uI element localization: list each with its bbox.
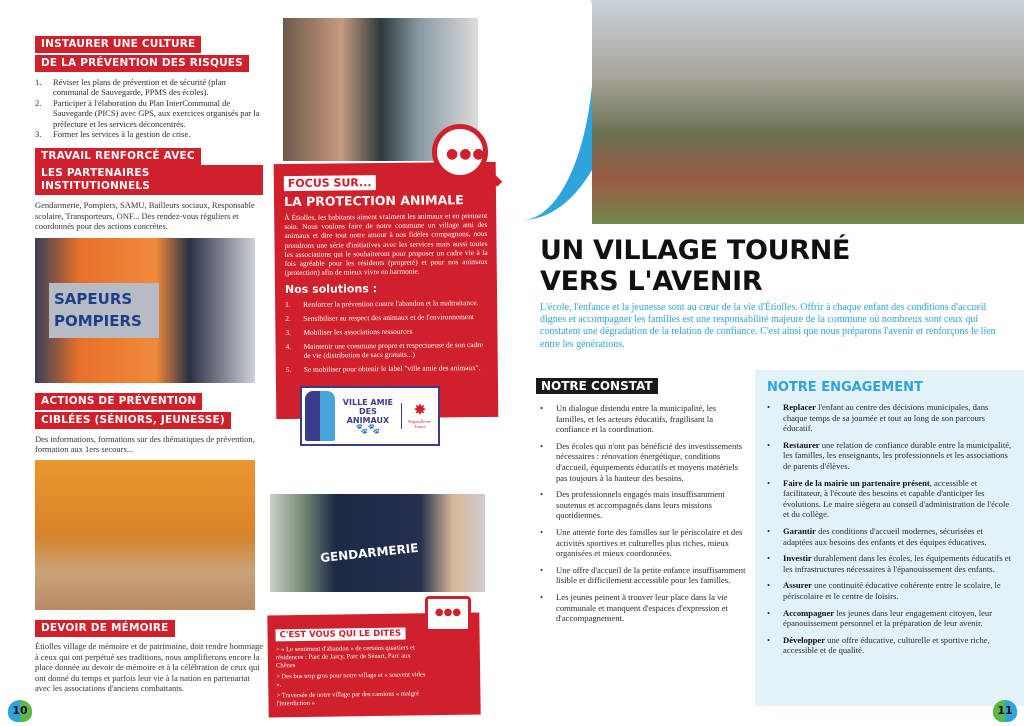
item-keyword: Accompagner bbox=[783, 607, 835, 618]
focus-column bbox=[275, 163, 497, 446]
item-text: Les jeunes peinent à trouver leur place dans la vie communale et manquent d'espaces d'expression et d'accompagnement. bbox=[556, 591, 728, 624]
list-item bbox=[540, 592, 748, 624]
item-number: 5. bbox=[285, 365, 292, 375]
item-keyword: Investir bbox=[783, 553, 812, 564]
bullet-icon: • bbox=[540, 440, 544, 451]
photo-caption: SAPEURS POMPIERS bbox=[49, 283, 159, 338]
item-text: , accessible et facilitateur, à l'écoute des besoins et capable d'anticiper les évolutions. Le maire siègera au conseil d'administration de l'école et du collège. bbox=[783, 477, 1010, 520]
section-text: Des informations, formations sur des thématiques de prévention, formation aux 1ers secours... bbox=[35, 433, 255, 455]
item-keyword: Garantir bbox=[783, 525, 816, 536]
item-text: Une offre d'accueil de la petite enfance insuffisamment lisible et difficilement accessible pour les familles. bbox=[556, 564, 746, 586]
item-text: Un dialogue distendu entre la municipalité, les familles, et les acteurs éducatifs, fragilisant la confiance et la coordination. bbox=[556, 403, 717, 435]
region-logo: ✸ Région Île-de-France bbox=[401, 403, 435, 429]
item-text: Mobiliser les associations ressources bbox=[303, 327, 413, 338]
item-keyword: Développer bbox=[783, 634, 826, 645]
ville-amie-animaux-logo bbox=[300, 386, 440, 446]
section-title: TRAVAIL RENFORCÉ AVEC bbox=[35, 148, 201, 165]
list-item bbox=[767, 440, 1012, 472]
item-number: 1. bbox=[285, 300, 291, 310]
title-line: VERS L'AVENIR bbox=[540, 266, 763, 297]
list-item bbox=[540, 489, 748, 521]
section-title: CIBLÉES (SÉNIORS, JEUNESSE) bbox=[35, 412, 231, 429]
citizens-quotes bbox=[276, 644, 427, 708]
item-text: durablement dans les écoles, les équipements éducatifs et les infrastructures nécessaires à l'épanouissement des enfants. bbox=[783, 553, 1011, 574]
solutions-list bbox=[285, 298, 489, 374]
playground-photo bbox=[592, 0, 1024, 224]
bullet-icon: • bbox=[767, 525, 771, 536]
focus-text: À Étiolles, les habitants aiment vraiment les animaux et en prennent soin. Nous voulons faire de notre commune un village ami des animaux et dire tout notre amour à nos fidèles compagnons, nous prendrons une série d'initiatives avec les services mais aussi toutes les associations qui le souhaiteront pour proposer un cadre vie à la fois agréable pour les résidents (propreté) et pour nos animaux (protection) afin de mieux vivre en harmonie. bbox=[284, 210, 488, 278]
item-text: Former les services à la gestion de crise. bbox=[53, 129, 191, 140]
photo-caption: GENDARMERIE bbox=[319, 540, 420, 566]
list-item bbox=[35, 129, 263, 139]
list-item bbox=[285, 312, 488, 323]
item-text: des conditions d'accueil modernes, sécurisées et adaptées aux besoins des enfants et des équipes éducatives. bbox=[783, 525, 987, 547]
list-item bbox=[767, 553, 1012, 574]
section-text: Étiolles village de mémoire et de patrimoine, doit rendre hommage à ceux qui ont perpétué ses traditions, nous amplifierons encore la place donnée au devoir de mémoire et à la célébration de ceux qui ont donné du temps et parfois leur vie à la nation en partenariat avec les associations d'anciens combattants. bbox=[35, 641, 264, 694]
seniors-youth-photo bbox=[35, 460, 255, 610]
list-item bbox=[767, 580, 1012, 601]
bullet-icon: • bbox=[767, 634, 771, 645]
section-partenaires bbox=[35, 146, 263, 231]
constat-section bbox=[536, 377, 748, 630]
item-text: Des écoles qui n'ont pas bénéficié des investissements nécessaires : rénovation énergétique, conditions d'accueil, équipements éducatifs et moyens matériels pas toujours à la hauteur des besoins. bbox=[556, 440, 743, 483]
bullet-icon: • bbox=[540, 526, 544, 537]
magnifier-icon: ●●● bbox=[432, 124, 488, 180]
section-title: DEVOIR DE MÉMOIRE bbox=[35, 620, 175, 637]
list-item bbox=[35, 98, 263, 129]
item-number: 3. bbox=[285, 328, 292, 338]
quote-item: > Des bus trop gros pour notre village et « souvent vides ». bbox=[276, 671, 426, 689]
item-text: les jeunes dans leur engagement citoyen, leur épanouissement personnel et la préparation de leur avenir. bbox=[783, 607, 993, 629]
logo-text: VILLE AMIE bbox=[342, 398, 394, 408]
focus-title: LA PROTECTION ANIMALE bbox=[283, 192, 464, 210]
bullet-icon: • bbox=[767, 439, 771, 450]
bullet-icon: • bbox=[540, 564, 544, 575]
quote-item: > Traversée de notre village par des camions « malgré l'interdiction » bbox=[276, 690, 420, 708]
bullet-icon: • bbox=[767, 580, 771, 591]
paw-icon: 🐾🐾 bbox=[355, 424, 381, 436]
item-text: Des professionnels engagés mais insuffisamment soutenus et accompagnés dans leurs missions quotidiennes. bbox=[556, 489, 725, 521]
section-prevention-risques bbox=[35, 34, 263, 139]
item-text: Renforcer la prévention contre l'abandon et la maltraitance. bbox=[303, 298, 479, 310]
page-number: 10 bbox=[8, 700, 32, 722]
section-devoir-memoire bbox=[35, 618, 263, 693]
item-text: Participer à l'élaboration du Plan InterCommunal de Sauvegarde (PICS) avec GPS, aux exercices organisés par la préfecture et les services déconcentrés. bbox=[53, 97, 260, 129]
region-logo-text: Région Île-de-France bbox=[408, 419, 432, 430]
bullet-icon: • bbox=[767, 553, 771, 564]
left-column bbox=[35, 34, 263, 694]
section-title: ACTIONS DE PRÉVENTION bbox=[35, 393, 202, 410]
section-title: DE LA PRÉVENTION DES RISQUES bbox=[35, 55, 249, 72]
intro-text: L'école, l'enfance et la jeunesse sont au cœur de la vie d'Étiolles. Offrir à chaque enfant des conditions d'accueil dignes et accompagner les familles est une responsabilité majeure de la commune où nombreux sont ceux qui constatent une dégradation de la relation de confiance. C'est ainsi que nous préparons l'avenir et renforçons le lien entre les générations. bbox=[540, 302, 996, 350]
engagement-list bbox=[767, 402, 1012, 662]
speech-bubble-icon: ●●● bbox=[425, 596, 471, 632]
item-keyword: Faire de la mairie un partenaire présent bbox=[783, 477, 930, 488]
numbered-list bbox=[35, 77, 263, 139]
list-item bbox=[540, 403, 748, 435]
section-actions-prevention bbox=[35, 391, 263, 455]
quote-item: > « Le sentiment d'abandon » de certains quartiers et résidences : Parc de Jarcy, Parc de Sénart, Parc aux Chênes bbox=[275, 644, 415, 670]
citizens-title: C'EST VOUS QUI LE DITES bbox=[275, 628, 405, 642]
item-number: 1. bbox=[35, 77, 42, 87]
list-item bbox=[767, 608, 1012, 629]
list-item bbox=[540, 441, 748, 483]
engagement-title: NOTRE ENGAGEMENT bbox=[767, 380, 923, 395]
list-item bbox=[767, 635, 1012, 656]
gendarmerie-photo bbox=[270, 494, 485, 592]
bullet-icon: • bbox=[540, 591, 544, 602]
list-item bbox=[767, 478, 1012, 520]
list-item bbox=[35, 77, 263, 98]
item-text: une offre éducative, culturelle et sportive riche, accessible et de qualité. bbox=[783, 634, 990, 656]
bullet-icon: • bbox=[540, 489, 544, 500]
section-title: LES PARTENAIRES INSTITUTIONNELS bbox=[35, 165, 263, 195]
constat-list bbox=[536, 403, 748, 624]
item-keyword: Assurer bbox=[783, 580, 812, 591]
list-item bbox=[540, 527, 748, 559]
bullet-icon: • bbox=[767, 477, 771, 488]
item-keyword: Replacer bbox=[783, 402, 816, 412]
list-item bbox=[285, 298, 488, 309]
section-text: Gendarmerie, Pompiers, SAMU, Bailleurs sociaux, Responsable scolaire, Transporteurs, ONF... Des rendez-vous réguliers et coordonnés pour des actions concrètes. bbox=[35, 200, 255, 232]
list-item bbox=[285, 326, 488, 337]
item-text: une continuité éducative cohérente entre le scolaire, le périscolaire et le centre de loisirs. bbox=[783, 580, 1001, 601]
item-keyword: Restaurer bbox=[783, 439, 820, 450]
list-item bbox=[540, 565, 748, 586]
page-number: 11 bbox=[993, 700, 1017, 722]
bullet-icon: • bbox=[767, 402, 771, 412]
item-text: Se mobiliser pour obtenir le label "ville amie des animaux". bbox=[303, 363, 481, 375]
engagement-box bbox=[755, 370, 1024, 706]
firefighters-photo bbox=[35, 238, 255, 383]
bullet-icon: • bbox=[540, 403, 544, 413]
bullet-icon: • bbox=[767, 607, 771, 618]
list-item bbox=[286, 340, 489, 360]
logo-text: DES ANIMAUX bbox=[346, 407, 390, 426]
item-text: une relation de confiance durable entre la municipalité, les familles, les enseignants, les professionnels et les associations de parents d'élèves. bbox=[783, 439, 1012, 471]
focus-kicker: FOCUS SUR... bbox=[284, 175, 376, 191]
list-item bbox=[767, 402, 1012, 434]
list-item bbox=[767, 526, 1012, 547]
title-line: UN VILLAGE TOURNÉ bbox=[540, 235, 851, 266]
list-item bbox=[286, 363, 489, 374]
item-number: 2. bbox=[35, 97, 42, 108]
item-text: Une attente forte des familles sur le périscolaire et des activités sportives et culturelles plus riches, mieux organisées et mieux coordonnées. bbox=[556, 526, 743, 559]
item-text: Réviser les plans de prévention et de sécurité (plan communal de Sauvegarde, PPMS des écoles). bbox=[53, 77, 226, 98]
item-number: 3. bbox=[35, 129, 42, 140]
item-text: Maintenir une commune propre et respectueuse de son cadre de vie (distribution de sacs gratuits...) bbox=[303, 340, 483, 361]
constat-title: NOTRE CONSTAT bbox=[536, 378, 658, 394]
dog-cat-icon bbox=[305, 391, 335, 441]
item-text: l'enfant au centre des décisions municipales, dans chaque temps de sa journée et tout au long de son parcours éducatif. bbox=[783, 402, 989, 434]
item-text: Sensibiliser au respect des animaux et de l'environnement bbox=[303, 312, 474, 324]
section-title: INSTAURER UNE CULTURE bbox=[35, 36, 201, 53]
item-number: 2. bbox=[285, 314, 291, 324]
focus-box bbox=[274, 162, 499, 420]
solutions-title: Nos solutions : bbox=[284, 282, 378, 297]
item-number: 4. bbox=[285, 342, 292, 352]
page-title bbox=[540, 235, 850, 297]
